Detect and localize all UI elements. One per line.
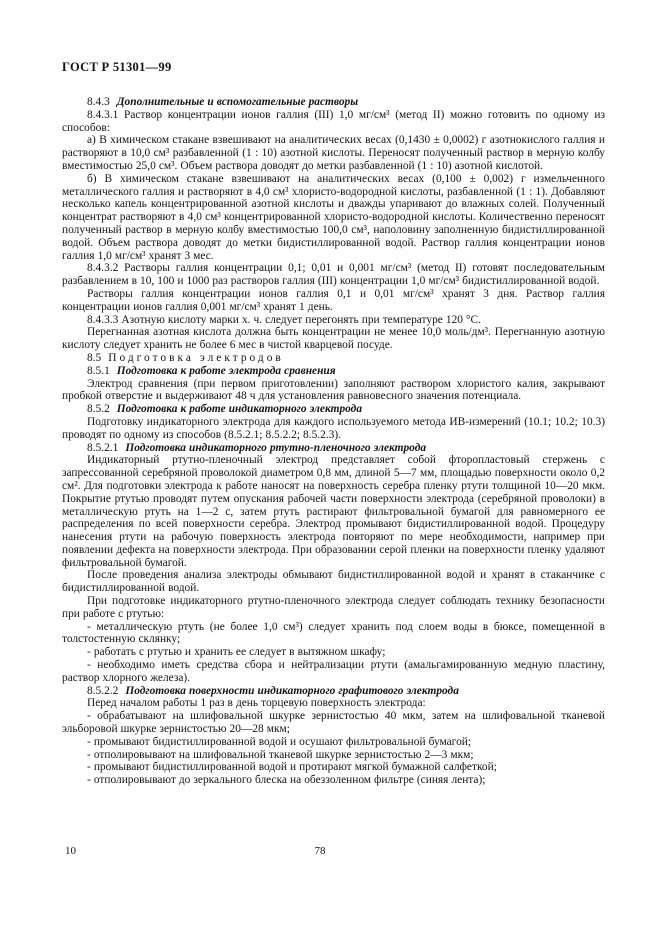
paragraph: б) В химическом стакане взвешивают на аналитических весах (0,100 ± 0,002) г измельченного металлического галлия и растворяют в 4,0 см³ хлористо-водородной кислоты, разбавленной (1 : 1). Добавляют несколько капель концентрированной азотной кислоты и дважды упаривают до влажных солей. Полученный концентрат растворяют в 4,0 см³ концентрированной хлористо-водородной кислоты. Количественно переносят полученный раствор в мерную колбу вместимостью 100,0 см³, наполовину заполненную бидистиллированной водой. Объем раствора доводят до метки бидистиллированной водой. Раствор галлия концентрации ионов галлия 1,0 мг/см³ хранят 3 мес. (62, 172, 605, 262)
paragraph: Растворы галлия концентрации ионов галлия 0,1 и 0,01 мг/см³ хранят 3 дня. Раствор галлия концентрации ионов галлия 0,001 мг/см³ хранят 1 день. (62, 287, 605, 313)
paragraph: 8.4.3.3 Азотную кислоту марки х. ч. следует перегонять при температуре 120 °С. (87, 313, 482, 326)
page-number-center: 78 (314, 845, 326, 857)
paragraph: Перед началом работы 1 раз в день торцевую поверхность электрода: (87, 697, 426, 710)
section-number: 8.4.3 (87, 96, 110, 108)
paragraph: Подготовку индикаторного электрода для каждого используемого метода ИВ-измерений (10.1; 10.2; 10.3) проводят по одному из способов (8.5.2.1; 8.5.2.2; 8.5.2.3). (62, 415, 605, 441)
paragraph: - промывают бидистиллированной водой и протирают мягкой бумажной салфеткой; (87, 761, 497, 774)
page-number-left: 10 (65, 845, 76, 857)
document-body (62, 96, 605, 787)
paragraph: - отполировывают до зеркального блеска на обеззоленном фильтре (синяя лента); (87, 774, 486, 787)
section-heading (62, 352, 605, 365)
section-number: 8.5.2 (87, 403, 110, 416)
paragraph: - работать с ртутью и хранить ее следует в вытяжном шкафу; (87, 646, 386, 659)
paragraph: При подготовке индикаторного ртутно-пленочного электрода следует соблюдать технику безопасности при работе с ртутью: (62, 595, 605, 620)
section-number: 8.5.2.2 (87, 684, 119, 697)
section-number: 8.5 (87, 351, 102, 364)
section-title: Подготовка поверхности индикаторного графитового электрода (125, 684, 459, 697)
paragraph: а) В химическом стакане взвешивают на аналитических весах (0,1430 ± 0,0002) г азотнокислого галлия и растворяют в 10,0 см³ разбавленной (1 : 10) азотной кислоты. Переносят полученный раствор в мерную колбу вместимостью 25,0 см³. Объем раствора доводят до метки разбавленной (1 : 10) азотной кислотой. (62, 134, 605, 172)
document-standard-number: ГОСТ Р 51301—99 (62, 60, 172, 74)
section-title: Подготовка индикаторного ртутно-пленочного электрода (125, 441, 427, 454)
paragraph: Индикаторный ртутно-пленочный электрод представляет собой фторопластовый стержень с запрессованной серебряной проволокой диаметром 0,8 мм, длиной 5—7 мм, площадью поверхности около 0,2 см². Для подготовки электрода к работе наносят на поверхность серебра пленку ртути толщиной 10—20 мкм. Покрытие ртутью проводят путем опускания рабочей части поверхности электрода (серебряной проволоки) в металлическую ртуть на 1—2 с, затем ртуть растирают фильтровальной бумагой для равномерного ее распределения по всей поверхности серебра. Электрод промывают бидистиллированной водой. Процедуру нанесения ртути на рабочую поверхность электрода повторяют по мере необходимости, например при появлении дефекта на поверхности электрода. При образовании серой пленки на поверхности пленку удаляют фильтровальной бумагой. (62, 454, 605, 569)
section-number: 8.5.2.1 (87, 441, 119, 454)
paragraph: - отполировывают на шлифовальной тканевой шкурке зернистостью 2—3 мкм; (87, 748, 474, 761)
section-title: Дополнительные и вспомогательные растворы (116, 96, 359, 108)
paragraph: - необходимо иметь средства сбора и нейтрализации ртути (амальгамированную медную пластину, раствор хлорного железа). (62, 659, 605, 684)
paragraph: После проведения анализа электроды обмывают бидистиллированной водой и хранят в стаканчике с бидистиллированной водой. (62, 569, 605, 595)
paragraph: - обрабатывают на шлифовальной шкурке зернистостью 40 мкм, затем на шлифовальной тканевой эльборовой шкурке зернистостью 20—28 мкм; (62, 710, 605, 736)
paragraph: - металлическую ртуть (не более 1,0 см³) следует хранить под слоем воды в бюксе, помещенной в толстостенную склянку; (62, 620, 605, 646)
section-number: 8.5.1 (87, 364, 110, 377)
paragraph: 8.4.3.1 Раствор концентрации ионов галлия (III) 1,0 мг/см³ (метод II) можно готовить по одному из способов: (62, 108, 605, 134)
paragraph: 8.4.3.2 Растворы галлия концентрации 0,1; 0,01 и 0,001 мг/см³ (метод II) готовят последовательным разбавлением в 10, 100 и 1000 раз растворов галлия (III) концентрации 1,0 мг/см³ бидистиллированной водой. (62, 262, 605, 288)
section-heading (62, 96, 605, 109)
section-title: Подготовка к работе электрода сравнения (116, 364, 336, 377)
section-heading (62, 365, 605, 378)
section-title: Подготовка к работе индикаторного электрода (116, 403, 363, 416)
paragraph: Перегнанная азотная кислота должна быть концентрации не менее 10,0 моль/дм³. Перегнанную азотную кислоту следует хранить не более 6 мес в чистой кварцевой посуде. (62, 326, 605, 352)
section-heading (62, 442, 605, 455)
section-heading (62, 685, 605, 698)
section-title: Подготовка электродов (108, 351, 284, 364)
paragraph: Электрод сравнения (при первом приготовлении) заполняют раствором хлористого калия, закрывают пробкой отверстие и выдерживают 48 ч для установления равновесного значения потенциала. (62, 377, 605, 403)
section-heading (62, 403, 605, 416)
paragraph: - промывают бидистиллированной водой и осушают фильтровальной бумагой; (87, 735, 472, 748)
